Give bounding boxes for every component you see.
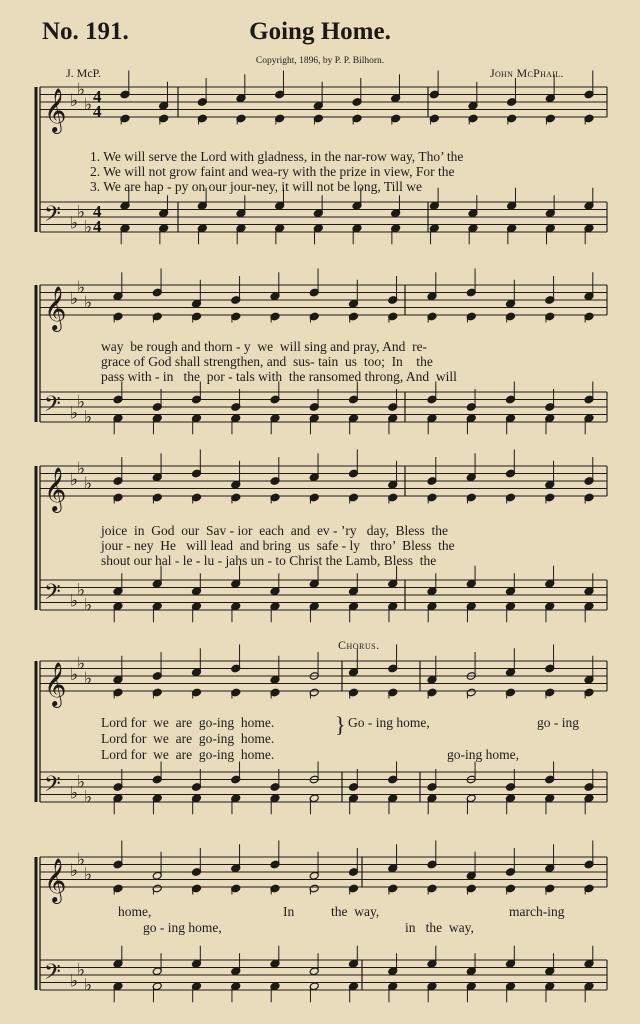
lyric-final-the-way: the way, <box>331 904 380 919</box>
lyric-chorus-line1: Lord for we are go-ing home. <box>101 715 275 730</box>
chorus-brace: } <box>335 712 346 737</box>
bass-key-flat-sign: ♭ <box>70 971 79 992</box>
hymn-number: No. 191. <box>42 18 129 45</box>
treble-key-flat-sign: ♭ <box>84 864 93 885</box>
lyric-verse1-system3: joice in God our Sav - ior each and ev - ’ry day, Bless the <box>101 523 449 538</box>
treble-clef-icon: 𝄞 <box>44 858 67 902</box>
bass-clef-icon: 𝄢 <box>44 772 61 802</box>
time-signature-top: 4 <box>93 202 102 221</box>
bass-key-flat-sign: ♭ <box>70 591 79 612</box>
treble-key-flat-sign: ♭ <box>70 470 79 490</box>
bass-key-flat-sign: ♭ <box>70 213 79 234</box>
treble-key-flat-sign: ♭ <box>70 665 79 685</box>
lyric-chorus-lower: go-ing home, <box>447 747 519 762</box>
treble-key-flat-sign: ♭ <box>77 458 86 479</box>
bass-key-flat-sign: ♭ <box>84 595 93 616</box>
treble-clef-icon: 𝄞 <box>44 286 67 330</box>
lyric-verse3-system1: 3. We are hap - py on our jour-ney, it will not be long, Till we <box>90 179 422 194</box>
time-signature-bottom: 4 <box>93 102 102 121</box>
treble-key-flat-sign: ♭ <box>84 94 93 115</box>
treble-clef-icon: 𝄞 <box>44 467 67 511</box>
bass-key-flat-sign: ♭ <box>70 783 79 804</box>
time-signature-bottom: 4 <box>93 217 102 236</box>
lyric-chorus-upper: Go - ing home, <box>348 715 430 730</box>
treble-key-flat-sign: ♭ <box>77 653 86 674</box>
bass-clef-icon: 𝄢 <box>44 202 61 232</box>
treble-clef-icon: 𝄞 <box>44 88 67 132</box>
lyric-verse1-system2: way be rough and thorn - y we will sing and pray, And re- <box>101 339 428 354</box>
bass-key-flat-sign: ♭ <box>84 787 93 808</box>
copyright-notice: Copyright, 1896, by P. P. Bilhorn. <box>255 56 385 66</box>
treble-key-flat-sign: ♭ <box>70 861 79 881</box>
lyric-final-in: In <box>283 904 295 919</box>
lyric-final-marching: march-ing <box>509 904 565 919</box>
lyric-verse1-system1: 1. We will serve the Lord with gladness, in the nar-row way, Tho’ the <box>90 149 464 164</box>
lyric-chorus-line2: Lord for we are go-ing home. <box>101 731 275 746</box>
bass-key-flat-sign: ♭ <box>84 975 93 996</box>
lyric-chorus-line3: Lord for we are go-ing home. <box>101 747 275 762</box>
treble-clef-icon: 𝄞 <box>44 662 67 706</box>
bass-key-flat-sign: ♭ <box>77 960 86 981</box>
bass-key-flat-sign: ♭ <box>84 407 93 428</box>
chorus-label: Chorus. <box>338 638 380 652</box>
bass-key-flat-sign: ♭ <box>84 217 93 238</box>
hymn-title: Going Home. <box>249 18 391 45</box>
time-signature-top: 4 <box>93 87 102 106</box>
treble-key-flat-sign: ♭ <box>70 289 79 309</box>
lyricist-credit: J. McP. <box>66 66 102 80</box>
lyric-verse3-system3: shout our hal - le - lu - jahs un - to Christ the Lamb, Bless the <box>101 553 437 568</box>
bass-clef-icon: 𝄢 <box>44 580 61 610</box>
treble-key-flat-sign: ♭ <box>84 473 93 494</box>
treble-key-flat-sign: ♭ <box>84 668 93 689</box>
treble-key-flat-sign: ♭ <box>84 292 93 313</box>
lyric-verse2-system1: 2. We will not grow faint and wea-ry with the prize in view, For the <box>90 164 455 179</box>
lyric-final-going-home: go - ing home, <box>143 920 222 935</box>
bass-key-flat-sign: ♭ <box>77 772 86 793</box>
treble-key-flat-sign: ♭ <box>77 849 86 870</box>
bass-clef-icon: 𝄢 <box>44 392 61 422</box>
lyric-final-in-the-way: in the way, <box>405 920 474 935</box>
composer-credit: John McPhail. <box>490 66 564 80</box>
bass-key-flat-sign: ♭ <box>77 202 86 223</box>
lyric-verse2-system3: jour - ney He will lead and bring us safe - ly thro’ Bless the <box>101 538 455 553</box>
bass-clef-icon: 𝄢 <box>44 960 61 990</box>
bass-key-flat-sign: ♭ <box>70 403 79 424</box>
bass-key-flat-sign: ♭ <box>77 580 86 601</box>
bass-key-flat-sign: ♭ <box>77 392 86 413</box>
treble-key-flat-sign: ♭ <box>77 79 86 100</box>
lyric-final-home: home, <box>118 904 152 919</box>
lyric-verse3-system2: pass with - in the por - tals with the ransomed throng, And will <box>101 369 457 384</box>
lyric-chorus-upper-2: go - ing <box>537 715 579 730</box>
treble-key-flat-sign: ♭ <box>70 91 79 111</box>
lyric-verse2-system2: grace of God shall strengthen, and sus- tain us too; In the <box>101 354 433 369</box>
treble-key-flat-sign: ♭ <box>77 277 86 298</box>
